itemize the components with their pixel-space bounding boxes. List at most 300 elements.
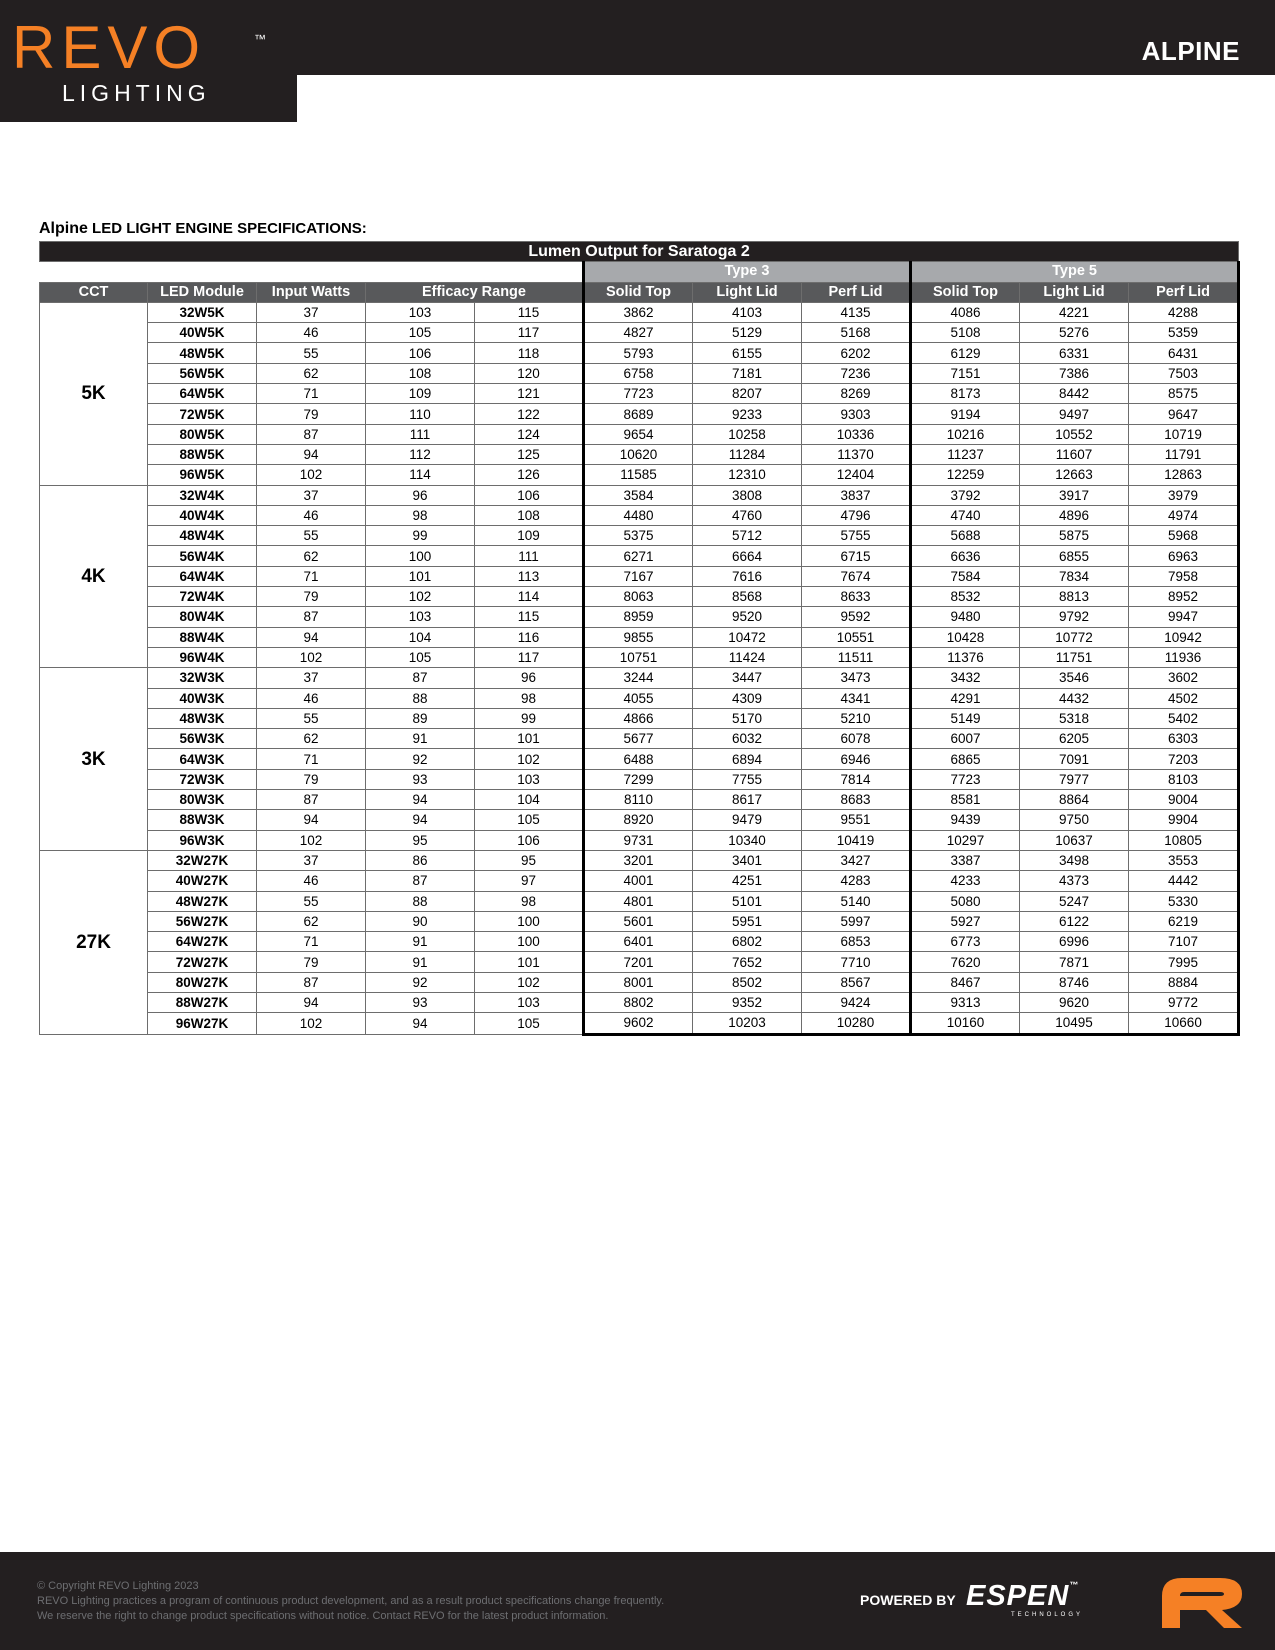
type-3-header: Type 3 — [584, 262, 911, 282]
table-row — [40, 891, 1239, 911]
type5-solid-top-cell: 9439 — [911, 810, 1020, 830]
input-watts-cell: 37 — [257, 850, 366, 870]
type3-solid-top-cell: 6401 — [584, 932, 693, 952]
table-row — [40, 1013, 1239, 1034]
table-row — [40, 627, 1239, 647]
input-watts-cell: 87 — [257, 972, 366, 992]
type5-perf-lid-cell: 9004 — [1129, 790, 1239, 810]
efficacy-min-cell: 91 — [366, 729, 475, 749]
type5-perf-lid-cell: 8103 — [1129, 769, 1239, 789]
type3-light-lid-cell: 9479 — [693, 810, 802, 830]
type5-perf-lid-cell: 8952 — [1129, 587, 1239, 607]
table-row — [40, 323, 1239, 343]
efficacy-max-cell: 115 — [475, 607, 584, 627]
table-row — [40, 587, 1239, 607]
table-row — [40, 729, 1239, 749]
type5-light-lid-cell: 4432 — [1020, 688, 1129, 708]
led-module-cell: 88W3K — [148, 810, 257, 830]
efficacy-max-cell: 99 — [475, 708, 584, 728]
table-row — [40, 505, 1239, 525]
type3-solid-top-cell: 8920 — [584, 810, 693, 830]
type3-light-lid-cell: 4309 — [693, 688, 802, 708]
efficacy-max-cell: 101 — [475, 729, 584, 749]
cct-cell: 27K — [40, 850, 148, 1034]
type3-perf-lid-cell: 5755 — [802, 526, 911, 546]
type5-perf-lid-cell: 5330 — [1129, 891, 1239, 911]
efficacy-max-cell: 124 — [475, 424, 584, 444]
input-watts-cell: 62 — [257, 363, 366, 383]
type5-solid-top-cell: 12259 — [911, 465, 1020, 485]
type5-perf-lid-cell: 10719 — [1129, 424, 1239, 444]
input-watts-cell: 71 — [257, 749, 366, 769]
type3-light-lid-cell: 3401 — [693, 850, 802, 870]
type3-perf-lid-cell: 10280 — [802, 1013, 911, 1034]
type3-perf-lid-cell: 10336 — [802, 424, 911, 444]
type5-perf-lid-cell: 9647 — [1129, 404, 1239, 424]
type5-solid-top-cell: 7151 — [911, 363, 1020, 383]
espen-wordmark: ESPEN — [966, 1580, 1070, 1612]
efficacy-min-cell: 92 — [366, 972, 475, 992]
efficacy-max-cell: 101 — [475, 952, 584, 972]
input-watts-cell: 94 — [257, 810, 366, 830]
input-watts-cell: 79 — [257, 587, 366, 607]
type5-light-lid-cell: 9497 — [1020, 404, 1129, 424]
led-module-cell: 40W5K — [148, 323, 257, 343]
table-row — [40, 992, 1239, 1012]
type5-perf-lid-cell: 10805 — [1129, 830, 1239, 850]
type5-perf-lid-cell: 7503 — [1129, 363, 1239, 383]
type5-perf-lid-cell: 4288 — [1129, 302, 1239, 322]
led-module-cell: 40W3K — [148, 688, 257, 708]
type3-perf-lid-cell: 7236 — [802, 363, 911, 383]
efficacy-min-cell: 91 — [366, 952, 475, 972]
type5-solid-top-cell: 5927 — [911, 911, 1020, 931]
led-module-cell: 40W4K — [148, 505, 257, 525]
input-watts-cell: 87 — [257, 424, 366, 444]
efficacy-min-cell: 92 — [366, 749, 475, 769]
type3-light-lid-cell: 8502 — [693, 972, 802, 992]
efficacy-min-cell: 103 — [366, 302, 475, 322]
efficacy-min-cell: 88 — [366, 891, 475, 911]
table-row — [40, 444, 1239, 464]
type3-light-lid-cell: 7181 — [693, 363, 802, 383]
type3-perf-lid-cell: 9592 — [802, 607, 911, 627]
input-watts-cell: 94 — [257, 444, 366, 464]
efficacy-max-cell: 117 — [475, 647, 584, 667]
efficacy-min-cell: 95 — [366, 830, 475, 850]
type5-light-lid-cell: 7834 — [1020, 566, 1129, 586]
table-row — [40, 566, 1239, 586]
input-watts-cell: 55 — [257, 343, 366, 363]
type3-light-lid-cell: 8568 — [693, 587, 802, 607]
col-led-module: LED Module — [148, 282, 257, 302]
type5-solid-top-cell: 7584 — [911, 566, 1020, 586]
type5-solid-top-cell: 11376 — [911, 647, 1020, 667]
table-row — [40, 302, 1239, 322]
efficacy-min-cell: 89 — [366, 708, 475, 728]
table-row — [40, 546, 1239, 566]
type3-perf-lid-cell: 8269 — [802, 384, 911, 404]
type5-perf-lid-cell: 10660 — [1129, 1013, 1239, 1034]
input-watts-cell: 62 — [257, 546, 366, 566]
table-row — [40, 526, 1239, 546]
type5-perf-lid-cell: 8575 — [1129, 384, 1239, 404]
efficacy-min-cell: 102 — [366, 587, 475, 607]
input-watts-cell: 79 — [257, 952, 366, 972]
espen-logo — [966, 1580, 1079, 1613]
table-body — [40, 302, 1239, 1034]
efficacy-min-cell: 100 — [366, 546, 475, 566]
type5-perf-lid-cell: 7203 — [1129, 749, 1239, 769]
type5-solid-top-cell: 8467 — [911, 972, 1020, 992]
footer-legal — [37, 1579, 664, 1624]
led-module-cell: 88W5K — [148, 444, 257, 464]
type5-light-lid-cell: 8813 — [1020, 587, 1129, 607]
type5-solid-top-cell: 10216 — [911, 424, 1020, 444]
type5-light-lid-cell: 11751 — [1020, 647, 1129, 667]
type3-solid-top-cell: 8063 — [584, 587, 693, 607]
efficacy-min-cell: 94 — [366, 1013, 475, 1034]
logo-trademark: ™ — [254, 32, 266, 46]
col-input-watts: Input Watts — [257, 282, 366, 302]
col-type3-light-lid: Light Lid — [693, 282, 802, 302]
type3-light-lid-cell: 5170 — [693, 708, 802, 728]
input-watts-cell: 102 — [257, 1013, 366, 1034]
type3-solid-top-cell: 3244 — [584, 668, 693, 688]
efficacy-max-cell: 111 — [475, 546, 584, 566]
input-watts-cell: 55 — [257, 708, 366, 728]
led-module-cell: 88W4K — [148, 627, 257, 647]
efficacy-max-cell: 125 — [475, 444, 584, 464]
efficacy-min-cell: 87 — [366, 871, 475, 891]
input-watts-cell: 71 — [257, 384, 366, 404]
type5-perf-lid-cell: 3602 — [1129, 668, 1239, 688]
type5-solid-top-cell: 8532 — [911, 587, 1020, 607]
type5-perf-lid-cell: 11936 — [1129, 647, 1239, 667]
type5-solid-top-cell: 3792 — [911, 485, 1020, 505]
input-watts-cell: 46 — [257, 505, 366, 525]
footer-line-3: We reserve the right to change product specifications without notice. Contact REVO for the latest product information. — [37, 1610, 609, 1622]
input-watts-cell: 71 — [257, 566, 366, 586]
input-watts-cell: 46 — [257, 871, 366, 891]
lumen-output-table — [39, 241, 1240, 1036]
efficacy-max-cell: 122 — [475, 404, 584, 424]
type5-light-lid-cell: 5875 — [1020, 526, 1129, 546]
type3-solid-top-cell: 5601 — [584, 911, 693, 931]
type-row-spacer — [40, 262, 584, 282]
type3-perf-lid-cell: 7710 — [802, 952, 911, 972]
type5-perf-lid-cell: 7958 — [1129, 566, 1239, 586]
type3-light-lid-cell: 4251 — [693, 871, 802, 891]
led-module-cell: 56W27K — [148, 911, 257, 931]
input-watts-cell: 37 — [257, 485, 366, 505]
type5-perf-lid-cell: 6431 — [1129, 343, 1239, 363]
type3-solid-top-cell: 10751 — [584, 647, 693, 667]
type5-perf-lid-cell: 6963 — [1129, 546, 1239, 566]
type3-perf-lid-cell: 11370 — [802, 444, 911, 464]
type5-light-lid-cell: 6122 — [1020, 911, 1129, 931]
input-watts-cell: 79 — [257, 404, 366, 424]
type5-light-lid-cell: 11607 — [1020, 444, 1129, 464]
type3-perf-lid-cell: 8567 — [802, 972, 911, 992]
type5-solid-top-cell: 6773 — [911, 932, 1020, 952]
input-watts-cell: 55 — [257, 526, 366, 546]
type3-perf-lid-cell: 6946 — [802, 749, 911, 769]
efficacy-min-cell: 110 — [366, 404, 475, 424]
led-module-cell: 96W27K — [148, 1013, 257, 1034]
type3-perf-lid-cell: 9551 — [802, 810, 911, 830]
type5-solid-top-cell: 6636 — [911, 546, 1020, 566]
type3-perf-lid-cell: 10419 — [802, 830, 911, 850]
led-module-cell: 48W5K — [148, 343, 257, 363]
type3-solid-top-cell: 7167 — [584, 566, 693, 586]
type3-light-lid-cell: 10340 — [693, 830, 802, 850]
input-watts-cell: 94 — [257, 992, 366, 1012]
efficacy-max-cell: 102 — [475, 749, 584, 769]
type3-perf-lid-cell: 4283 — [802, 871, 911, 891]
type3-perf-lid-cell: 11511 — [802, 647, 911, 667]
type5-light-lid-cell: 6331 — [1020, 343, 1129, 363]
efficacy-min-cell: 91 — [366, 932, 475, 952]
col-cct: CCT — [40, 282, 148, 302]
efficacy-max-cell: 117 — [475, 323, 584, 343]
input-watts-cell: 79 — [257, 769, 366, 789]
table-row — [40, 424, 1239, 444]
efficacy-min-cell: 94 — [366, 790, 475, 810]
cct-cell: 4K — [40, 485, 148, 668]
led-module-cell: 56W3K — [148, 729, 257, 749]
type3-solid-top-cell: 9731 — [584, 830, 693, 850]
type5-perf-lid-cell: 4442 — [1129, 871, 1239, 891]
efficacy-max-cell: 100 — [475, 932, 584, 952]
type3-perf-lid-cell: 12404 — [802, 465, 911, 485]
type3-solid-top-cell: 9855 — [584, 627, 693, 647]
type5-light-lid-cell: 7977 — [1020, 769, 1129, 789]
type3-light-lid-cell: 9352 — [693, 992, 802, 1012]
table-row — [40, 932, 1239, 952]
type5-light-lid-cell: 3498 — [1020, 850, 1129, 870]
efficacy-min-cell: 103 — [366, 607, 475, 627]
efficacy-min-cell: 112 — [366, 444, 475, 464]
type3-perf-lid-cell: 8683 — [802, 790, 911, 810]
input-watts-cell: 46 — [257, 323, 366, 343]
type3-light-lid-cell: 5129 — [693, 323, 802, 343]
led-module-cell: 80W5K — [148, 424, 257, 444]
input-watts-cell: 102 — [257, 830, 366, 850]
efficacy-min-cell: 94 — [366, 810, 475, 830]
type3-perf-lid-cell: 5140 — [802, 891, 911, 911]
col-type5-solid-top: Solid Top — [911, 282, 1020, 302]
led-module-cell: 48W27K — [148, 891, 257, 911]
type5-perf-lid-cell: 9947 — [1129, 607, 1239, 627]
type5-perf-lid-cell: 4502 — [1129, 688, 1239, 708]
type5-light-lid-cell: 10552 — [1020, 424, 1129, 444]
led-module-cell: 72W3K — [148, 769, 257, 789]
type5-solid-top-cell: 6865 — [911, 749, 1020, 769]
type5-solid-top-cell: 4233 — [911, 871, 1020, 891]
type5-solid-top-cell: 5080 — [911, 891, 1020, 911]
input-watts-cell: 87 — [257, 607, 366, 627]
led-module-cell: 96W3K — [148, 830, 257, 850]
type5-perf-lid-cell: 8884 — [1129, 972, 1239, 992]
spec-heading-product: Alpine — [39, 220, 88, 237]
type3-solid-top-cell: 4480 — [584, 505, 693, 525]
type3-light-lid-cell: 11424 — [693, 647, 802, 667]
type5-perf-lid-cell: 3979 — [1129, 485, 1239, 505]
table-row — [40, 810, 1239, 830]
type3-solid-top-cell: 5793 — [584, 343, 693, 363]
efficacy-min-cell: 104 — [366, 627, 475, 647]
type3-solid-top-cell: 3201 — [584, 850, 693, 870]
type5-light-lid-cell: 9750 — [1020, 810, 1129, 830]
table-row — [40, 972, 1239, 992]
type5-light-lid-cell: 3917 — [1020, 485, 1129, 505]
efficacy-max-cell: 105 — [475, 810, 584, 830]
input-watts-cell: 37 — [257, 668, 366, 688]
table-row — [40, 343, 1239, 363]
led-module-cell: 96W4K — [148, 647, 257, 667]
type3-perf-lid-cell: 8633 — [802, 587, 911, 607]
efficacy-min-cell: 87 — [366, 668, 475, 688]
type5-perf-lid-cell: 10942 — [1129, 627, 1239, 647]
type3-solid-top-cell: 6488 — [584, 749, 693, 769]
type3-perf-lid-cell: 3427 — [802, 850, 911, 870]
efficacy-min-cell: 96 — [366, 485, 475, 505]
type3-light-lid-cell: 11284 — [693, 444, 802, 464]
type3-light-lid-cell: 6155 — [693, 343, 802, 363]
led-module-cell: 56W4K — [148, 546, 257, 566]
type3-solid-top-cell: 7723 — [584, 384, 693, 404]
type3-perf-lid-cell: 5210 — [802, 708, 911, 728]
led-module-cell: 32W4K — [148, 485, 257, 505]
efficacy-max-cell: 121 — [475, 384, 584, 404]
cct-cell: 5K — [40, 302, 148, 485]
type3-solid-top-cell: 4866 — [584, 708, 693, 728]
type3-perf-lid-cell: 6715 — [802, 546, 911, 566]
table-row — [40, 688, 1239, 708]
type5-perf-lid-cell: 3553 — [1129, 850, 1239, 870]
led-module-cell: 56W5K — [148, 363, 257, 383]
type3-solid-top-cell: 3862 — [584, 302, 693, 322]
efficacy-max-cell: 120 — [475, 363, 584, 383]
type3-light-lid-cell: 6894 — [693, 749, 802, 769]
type5-solid-top-cell: 9480 — [911, 607, 1020, 627]
type5-light-lid-cell: 7871 — [1020, 952, 1129, 972]
type3-light-lid-cell: 4760 — [693, 505, 802, 525]
efficacy-max-cell: 115 — [475, 302, 584, 322]
footer-line-2: REVO Lighting practices a program of continuous product development, and as a result product specifications change frequently. — [37, 1595, 665, 1607]
cct-cell: 3K — [40, 668, 148, 851]
type3-solid-top-cell: 5677 — [584, 729, 693, 749]
type3-perf-lid-cell: 7814 — [802, 769, 911, 789]
type3-solid-top-cell: 7201 — [584, 952, 693, 972]
type5-light-lid-cell: 10495 — [1020, 1013, 1129, 1034]
type5-light-lid-cell: 7091 — [1020, 749, 1129, 769]
type5-solid-top-cell: 10160 — [911, 1013, 1020, 1034]
type3-light-lid-cell: 3808 — [693, 485, 802, 505]
type5-light-lid-cell: 10637 — [1020, 830, 1129, 850]
type3-solid-top-cell: 3584 — [584, 485, 693, 505]
input-watts-cell: 55 — [257, 891, 366, 911]
type5-solid-top-cell: 4740 — [911, 505, 1020, 525]
type5-perf-lid-cell: 7107 — [1129, 932, 1239, 952]
type5-solid-top-cell: 4291 — [911, 688, 1020, 708]
type5-light-lid-cell: 9792 — [1020, 607, 1129, 627]
type5-light-lid-cell: 6205 — [1020, 729, 1129, 749]
led-module-cell: 80W27K — [148, 972, 257, 992]
efficacy-max-cell: 106 — [475, 830, 584, 850]
type5-light-lid-cell: 4221 — [1020, 302, 1129, 322]
efficacy-max-cell: 96 — [475, 668, 584, 688]
type3-light-lid-cell: 10258 — [693, 424, 802, 444]
efficacy-min-cell: 93 — [366, 992, 475, 1012]
led-module-cell: 64W4K — [148, 566, 257, 586]
type5-solid-top-cell: 7723 — [911, 769, 1020, 789]
type5-perf-lid-cell: 9772 — [1129, 992, 1239, 1012]
input-watts-cell: 62 — [257, 911, 366, 931]
type5-light-lid-cell: 10772 — [1020, 627, 1129, 647]
table-row — [40, 769, 1239, 789]
type3-solid-top-cell: 4827 — [584, 323, 693, 343]
efficacy-max-cell: 116 — [475, 627, 584, 647]
type3-perf-lid-cell: 6078 — [802, 729, 911, 749]
type3-solid-top-cell: 5375 — [584, 526, 693, 546]
revo-logo — [0, 0, 297, 122]
type3-perf-lid-cell: 9303 — [802, 404, 911, 424]
table-row — [40, 363, 1239, 383]
type3-solid-top-cell: 8001 — [584, 972, 693, 992]
espen-subtitle: TECHNOLOGY — [1011, 1612, 1084, 1618]
type3-perf-lid-cell: 9424 — [802, 992, 911, 1012]
led-module-cell: 72W5K — [148, 404, 257, 424]
table-title: Lumen Output for Saratoga 2 — [40, 242, 1239, 262]
type3-perf-lid-cell: 4341 — [802, 688, 911, 708]
input-watts-cell: 71 — [257, 932, 366, 952]
espen-trademark: ™ — [1069, 1580, 1080, 1590]
type3-solid-top-cell: 4001 — [584, 871, 693, 891]
revo-r-icon — [1158, 1572, 1248, 1630]
efficacy-max-cell: 109 — [475, 526, 584, 546]
col-type3-solid-top: Solid Top — [584, 282, 693, 302]
type5-perf-lid-cell: 5968 — [1129, 526, 1239, 546]
table-row — [40, 790, 1239, 810]
type5-light-lid-cell: 8864 — [1020, 790, 1129, 810]
efficacy-max-cell: 113 — [475, 566, 584, 586]
led-module-cell: 48W3K — [148, 708, 257, 728]
efficacy-min-cell: 108 — [366, 363, 475, 383]
powered-by-label: POWERED BY — [860, 1592, 956, 1608]
table-row — [40, 485, 1239, 505]
type5-light-lid-cell: 7386 — [1020, 363, 1129, 383]
type3-light-lid-cell: 7652 — [693, 952, 802, 972]
type5-solid-top-cell: 9194 — [911, 404, 1020, 424]
efficacy-min-cell: 90 — [366, 911, 475, 931]
efficacy-max-cell: 105 — [475, 1013, 584, 1034]
efficacy-min-cell: 93 — [366, 769, 475, 789]
efficacy-min-cell: 106 — [366, 343, 475, 363]
table-row — [40, 384, 1239, 404]
type3-light-lid-cell: 4103 — [693, 302, 802, 322]
type3-light-lid-cell: 9520 — [693, 607, 802, 627]
type5-solid-top-cell: 8173 — [911, 384, 1020, 404]
table-row — [40, 465, 1239, 485]
input-watts-cell: 62 — [257, 729, 366, 749]
type3-solid-top-cell: 8802 — [584, 992, 693, 1012]
table-row — [40, 404, 1239, 424]
logo-subtitle: LIGHTING — [62, 80, 211, 106]
type3-solid-top-cell: 6271 — [584, 546, 693, 566]
type5-light-lid-cell: 8442 — [1020, 384, 1129, 404]
